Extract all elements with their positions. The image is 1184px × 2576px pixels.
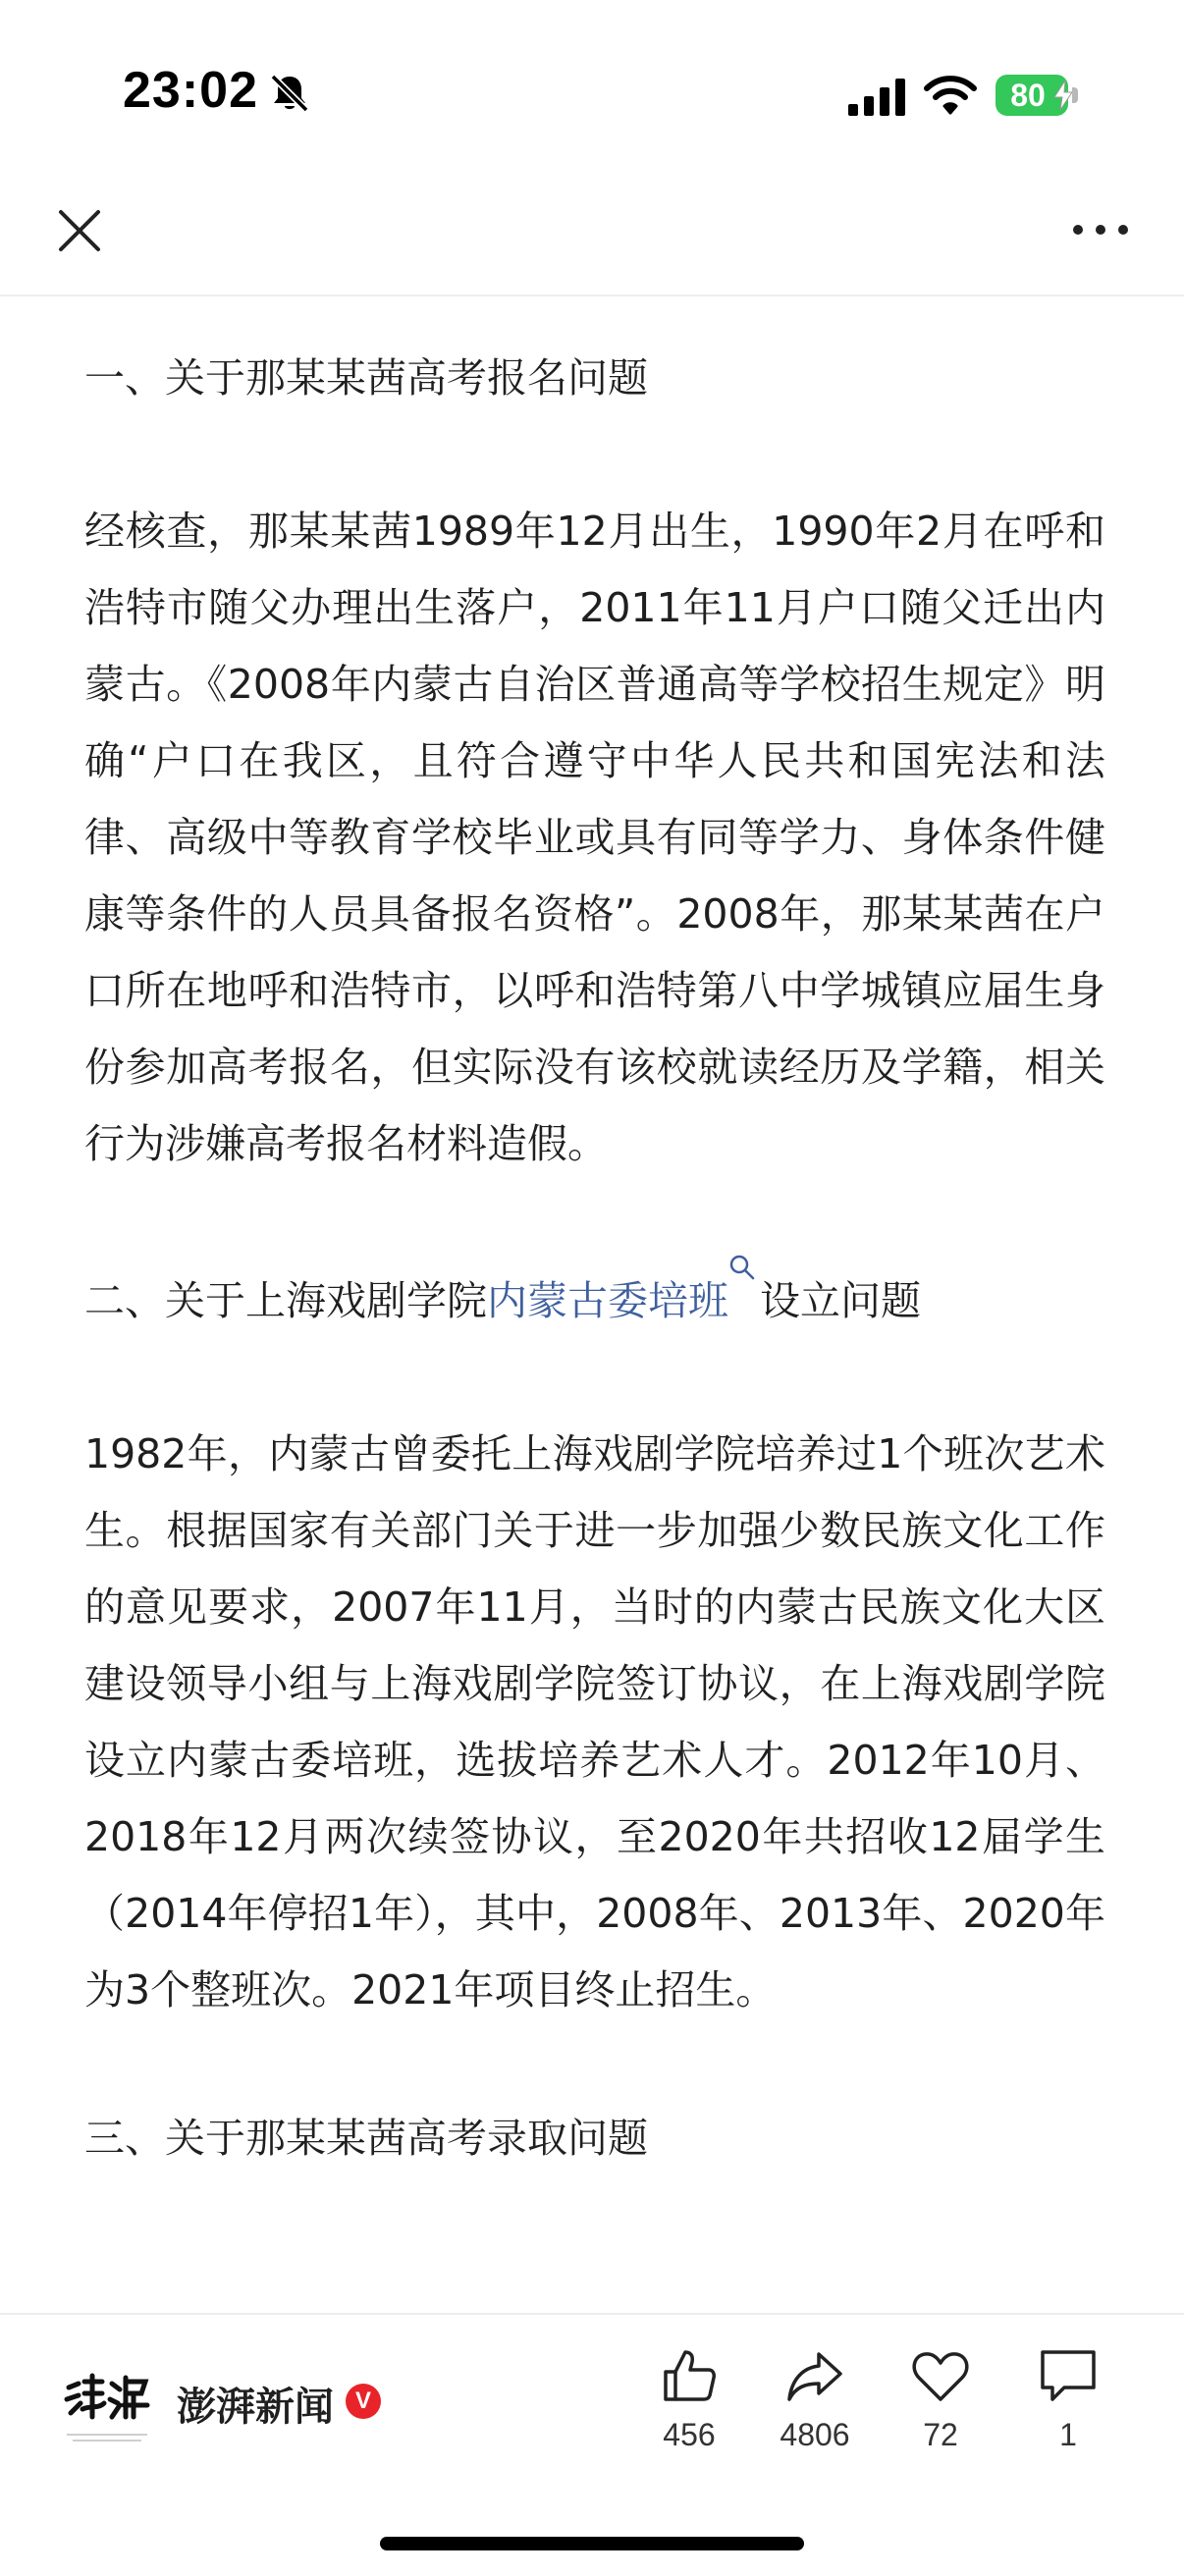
top-nav — [0, 187, 1184, 296]
bottom-action-bar — [0, 2313, 1184, 2576]
article-body — [84, 296, 1105, 2309]
home-indicator[interactable] — [380, 2537, 804, 2550]
charging-bolt-icon — [1052, 80, 1074, 110]
bell-muted-icon — [267, 71, 312, 116]
search-icon[interactable] — [728, 1254, 756, 1281]
keyword-search-link[interactable]: 内蒙古委培班 — [487, 1277, 728, 1324]
favorite-button[interactable] — [882, 2344, 999, 2472]
wifi-icon — [923, 73, 978, 116]
battery-tip — [1072, 87, 1078, 103]
brand-logo-icon[interactable] — [63, 2370, 151, 2448]
like-count: 456 — [663, 2417, 716, 2452]
heart-icon — [909, 2344, 972, 2407]
section-paragraph-2: 1982年，内蒙古曾委托上海戏剧学院培养过1个班次艺术生。根据国家有关部门关于进一步加强少数民族文化工作的意见要求，2007年11月，当时的内蒙古民族文化大区建设领导小组与上海戏剧学院签订协议，在上海戏剧学院设立内蒙古委培班，选拔培养艺术人才。2012年10月、2018年12月两次续签协议，至2020年共招收12届学生（2014年停招1年），其中，2008年、2013年、2020年为3个整班次。2021年项目终止招生。 — [84, 1430, 1105, 2013]
status-bar — [0, 0, 1184, 187]
section-heading-3: 三、关于那某某茜高考录取问题 — [84, 2115, 648, 2162]
share-icon — [783, 2344, 846, 2407]
share-count: 4806 — [780, 2417, 850, 2452]
status-time: 23:02 — [123, 62, 258, 119]
section-heading-2-prefix: 二、关于上海戏剧学院 — [84, 1277, 487, 1324]
comment-icon — [1037, 2344, 1100, 2407]
section-heading-2 — [84, 1254, 1105, 1339]
section-paragraph-1: 经核查，那某某茜1989年12月出生，1990年2月在呼和浩特市随父办理出生落户，2011年11月户口随父迁出内蒙古。《2008年内蒙古自治区普通高等学校招生规定》明确“户口在我区，且符合遵守中华人民共和国宪法和法律、高级中等教育学校毕业或具有同等学力、身体条件健康等条件的人员具备报名资格”。2008年，那某某茜在户口所在地呼和浩特市，以呼和浩特第八中学城镇应届生身份参加高考报名，但实际没有该校就读经历及学籍，相关行为涉嫌高考报名材料造假。 — [84, 508, 1105, 1167]
favorite-count: 72 — [923, 2417, 958, 2452]
like-button[interactable] — [630, 2344, 748, 2472]
share-button[interactable] — [756, 2344, 874, 2472]
comment-button[interactable] — [1009, 2344, 1127, 2472]
more-options-button[interactable] — [1070, 210, 1131, 249]
brand-name[interactable]: 澎湃新闻 — [177, 2385, 334, 2430]
verified-badge: V — [346, 2384, 381, 2419]
signal-icon — [848, 79, 907, 116]
comment-count: 1 — [1059, 2417, 1077, 2452]
section-heading-2-suffix: 设立问题 — [760, 1277, 921, 1324]
battery-level: 80 — [1010, 78, 1046, 113]
section-heading-1: 一、关于那某某茜高考报名问题 — [84, 354, 648, 402]
close-button[interactable] — [51, 202, 108, 259]
battery-indicator — [996, 75, 1078, 116]
thumbs-up-icon — [658, 2344, 721, 2407]
